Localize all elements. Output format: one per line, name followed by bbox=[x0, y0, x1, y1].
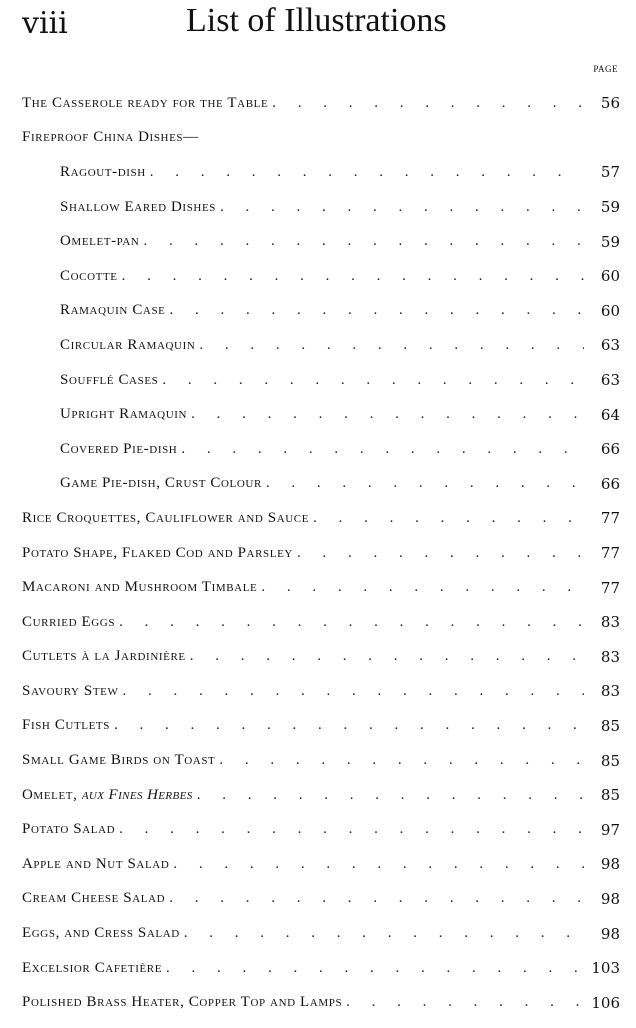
illustrations-list bbox=[22, 86, 620, 1020]
entry-page: 98 bbox=[600, 924, 620, 943]
entry-title: Curried Eggs bbox=[22, 613, 116, 630]
entry-page: 83 bbox=[600, 613, 620, 632]
list-item bbox=[22, 951, 620, 986]
entry-page: 85 bbox=[600, 751, 620, 770]
entry-title: Potato Salad bbox=[22, 821, 116, 838]
list-item bbox=[22, 743, 620, 778]
dot-leader bbox=[191, 406, 584, 423]
dot-leader bbox=[181, 441, 584, 458]
dot-leader bbox=[114, 717, 584, 734]
list-item bbox=[22, 121, 620, 156]
list-item bbox=[22, 155, 620, 190]
entry-page: 63 bbox=[600, 371, 620, 390]
entry-page: 77 bbox=[600, 544, 620, 563]
list-item bbox=[22, 294, 620, 329]
entry-page: 63 bbox=[600, 336, 620, 355]
dot-leader bbox=[272, 95, 584, 112]
list-item bbox=[22, 916, 620, 951]
list-item bbox=[22, 224, 620, 259]
list-item bbox=[22, 328, 620, 363]
entry-page: 85 bbox=[600, 786, 620, 805]
entry-title-main: Omelet, bbox=[22, 786, 78, 803]
entry-page: 57 bbox=[600, 163, 620, 182]
list-item bbox=[22, 190, 620, 225]
entry-page: 77 bbox=[600, 578, 620, 597]
entry-title: Ragout-dish bbox=[60, 163, 146, 180]
entry-page: 98 bbox=[600, 855, 620, 874]
entry-page: 77 bbox=[600, 509, 620, 528]
entry-title: Cutlets à la Jardinière bbox=[22, 648, 186, 665]
list-item bbox=[22, 605, 620, 640]
entry-page: 83 bbox=[600, 682, 620, 701]
dot-leader bbox=[119, 614, 584, 631]
list-item bbox=[22, 570, 620, 605]
dot-leader bbox=[313, 510, 584, 527]
entry-page: 97 bbox=[600, 820, 620, 839]
entry-title: Shallow Eared Dishes bbox=[60, 198, 216, 215]
entry-title: Cream Cheese Salad bbox=[22, 890, 166, 907]
entry-title: Fireproof China Dishes— bbox=[22, 129, 199, 146]
entry-page: 66 bbox=[600, 474, 620, 493]
entry-title: Cocotte bbox=[60, 267, 118, 284]
dot-leader bbox=[261, 579, 584, 596]
entry-title: Small Game Birds on Toast bbox=[22, 752, 216, 769]
dot-leader bbox=[266, 475, 584, 492]
page-column-label: PAGE bbox=[593, 64, 618, 74]
list-item bbox=[22, 709, 620, 744]
dot-leader bbox=[162, 372, 584, 389]
entry-title: Savoury Stew bbox=[22, 682, 119, 699]
entry-title: Fish Cutlets bbox=[22, 717, 110, 734]
dot-leader bbox=[119, 821, 584, 838]
entry-page: 85 bbox=[600, 716, 620, 735]
dot-leader bbox=[122, 268, 584, 285]
list-item bbox=[22, 536, 620, 571]
dot-leader bbox=[150, 164, 584, 181]
entry-page: 56 bbox=[600, 94, 620, 113]
list-item bbox=[22, 432, 620, 467]
entry-title bbox=[22, 787, 193, 804]
list-item bbox=[22, 501, 620, 536]
entry-page: 60 bbox=[600, 267, 620, 286]
entry-title: Rice Croquettes, Cauliflower and Sauce bbox=[22, 509, 310, 526]
entry-page: 106 bbox=[591, 993, 620, 1012]
entry-title: Omelet-pan bbox=[60, 233, 140, 250]
entry-title: Macaroni and Mushroom Timbale bbox=[22, 579, 258, 596]
entry-page: 59 bbox=[600, 232, 620, 251]
dot-leader bbox=[184, 925, 584, 942]
entry-title: Apple and Nut Salad bbox=[22, 855, 170, 872]
entry-title: Soufflé Cases bbox=[60, 371, 159, 388]
list-item bbox=[22, 812, 620, 847]
list-item bbox=[22, 847, 620, 882]
dot-leader bbox=[197, 787, 584, 804]
entry-title: The Casserole ready for the Table bbox=[22, 94, 269, 111]
entry-title: Ramaquin Case bbox=[60, 302, 166, 319]
list-item bbox=[22, 674, 620, 709]
entry-title: Circular Ramaquin bbox=[60, 336, 196, 353]
entry-page: 98 bbox=[600, 889, 620, 908]
entry-title: Upright Ramaquin bbox=[60, 406, 188, 423]
list-item bbox=[22, 640, 620, 675]
entry-title-italic: aux Fines Herbes bbox=[81, 786, 193, 803]
entry-page: 103 bbox=[591, 959, 620, 978]
entry-page: 83 bbox=[600, 647, 620, 666]
page-title: List of Illustrations bbox=[186, 2, 447, 39]
dot-leader bbox=[220, 199, 584, 216]
list-item bbox=[22, 882, 620, 917]
entry-page: 64 bbox=[600, 405, 620, 424]
list-item bbox=[22, 985, 620, 1020]
entry-title: Polished Brass Heater, Copper Top and Lamps bbox=[22, 994, 343, 1011]
dot-leader bbox=[143, 233, 584, 250]
list-item bbox=[22, 778, 620, 813]
list-item bbox=[22, 363, 620, 398]
entry-title: Excelsior Cafetière bbox=[22, 959, 163, 976]
entry-title: Eggs, and Cress Salad bbox=[22, 925, 180, 942]
dot-leader bbox=[346, 994, 583, 1011]
entry-page: 59 bbox=[600, 198, 620, 217]
page-number: viii bbox=[22, 6, 68, 41]
dot-leader bbox=[297, 545, 584, 562]
entry-title: Game Pie-dish, Crust Colour bbox=[60, 475, 262, 492]
entry-title: Covered Pie-dish bbox=[60, 440, 178, 457]
dot-leader bbox=[123, 683, 585, 700]
entry-title: Potato Shape, Flaked Cod and Parsley bbox=[22, 544, 293, 561]
list-item bbox=[22, 259, 620, 294]
list-item bbox=[22, 397, 620, 432]
dot-leader bbox=[219, 752, 584, 769]
dot-leader bbox=[190, 648, 584, 665]
dot-leader bbox=[166, 960, 583, 977]
dot-leader bbox=[170, 302, 584, 319]
entry-page: 60 bbox=[600, 301, 620, 320]
dot-leader bbox=[169, 890, 584, 907]
list-item bbox=[22, 467, 620, 502]
dot-leader bbox=[199, 337, 584, 354]
dot-leader bbox=[173, 856, 584, 873]
entry-page: 66 bbox=[600, 440, 620, 459]
list-item bbox=[22, 86, 620, 121]
